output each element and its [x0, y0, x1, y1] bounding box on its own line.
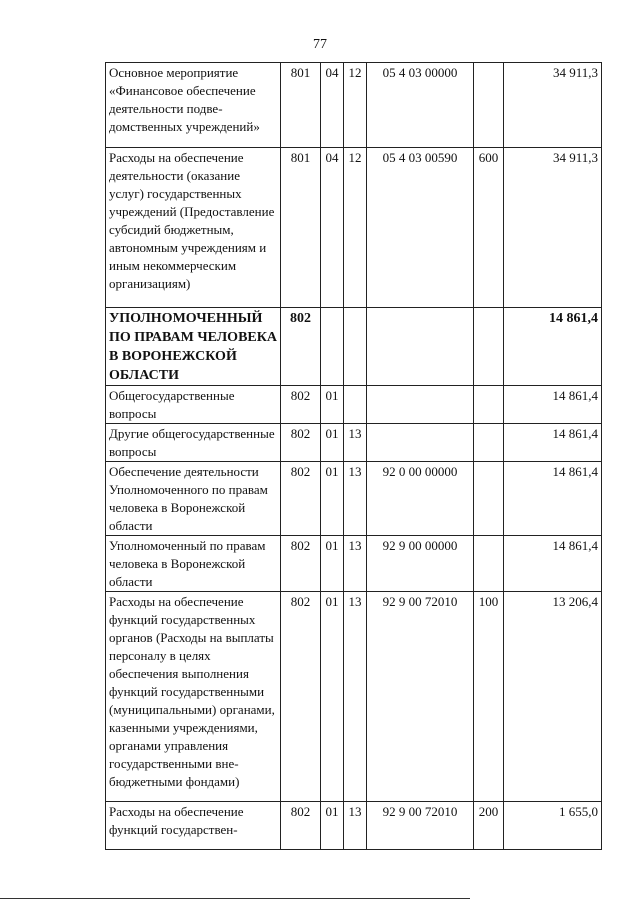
cell-rz: 01: [321, 424, 344, 462]
cell-vr: [474, 63, 504, 148]
cell-csr: 92 9 00 72010: [367, 592, 474, 802]
cell-ved: 802: [281, 462, 321, 536]
cell-name: Основное мероприятие «Финансовое обеспечение деятельности подведомственных учреждений»: [106, 63, 281, 148]
cell-pr: 12: [344, 63, 367, 148]
cell-ved: 802: [281, 308, 321, 386]
cell-amount: 14 861,4: [504, 424, 602, 462]
cell-name: УПОЛНОМОЧЕННЫЙ ПО ПРАВАМ ЧЕЛОВЕКА В ВОРОНЕЖСКОЙ ОБЛАСТИ: [106, 308, 281, 386]
cell-rz: 01: [321, 536, 344, 592]
cell-name: Расходы на обеспечение функций государствен-: [106, 802, 281, 850]
table-row: [106, 148, 602, 308]
cell-rz: 01: [321, 592, 344, 802]
cell-rz: 01: [321, 802, 344, 850]
cell-pr: [344, 386, 367, 424]
cell-vr: [474, 462, 504, 536]
cell-pr: 12: [344, 148, 367, 308]
page-number: 77: [313, 37, 327, 52]
cell-name: Общегосударственные вопросы: [106, 386, 281, 424]
cell-amount: 1 655,0: [504, 802, 602, 850]
table-row: [106, 386, 602, 424]
cell-ved: 801: [281, 63, 321, 148]
cell-name: Уполномоченный по правам человека в Воронежской области: [106, 536, 281, 592]
cell-amount: 14 861,4: [504, 308, 602, 386]
cell-rz: 04: [321, 63, 344, 148]
cell-name: Расходы на обеспечение деятельности (оказание услуг) государственных учреждений (Предоставление субсидий бюджетным, автономным учреждениям и иным некоммерческим организациям): [106, 148, 281, 308]
cell-name: Расходы на обеспечение функций государственных органов (Расходы на выплаты персоналу в целях обеспечения выполнения функций государственными (муниципальными) органами, казенными учреждениями, органами управления государственными внебюджетными фондами): [106, 592, 281, 802]
cell-csr: [367, 308, 474, 386]
cell-rz: [321, 308, 344, 386]
cell-ved: 802: [281, 592, 321, 802]
table-row: [106, 424, 602, 462]
cell-name: Другие общегосударственные вопросы: [106, 424, 281, 462]
cell-pr: 13: [344, 462, 367, 536]
cell-name: Обеспечение деятельности Уполномоченного по правам человека в Воронежской области: [106, 462, 281, 536]
cell-pr: 13: [344, 802, 367, 850]
cell-csr: 05 4 03 00590: [367, 148, 474, 308]
cell-csr: 92 9 00 72010: [367, 802, 474, 850]
cell-rz: 01: [321, 462, 344, 536]
cell-vr: 200: [474, 802, 504, 850]
table-row: [106, 802, 602, 850]
cell-ved: 802: [281, 386, 321, 424]
cell-ved: 801: [281, 148, 321, 308]
cell-rz: 04: [321, 148, 344, 308]
cell-csr: [367, 424, 474, 462]
cell-pr: [344, 308, 367, 386]
cell-csr: [367, 386, 474, 424]
cell-csr: 92 9 00 00000: [367, 536, 474, 592]
cell-amount: 13 206,4: [504, 592, 602, 802]
page-bottom-line: [0, 898, 470, 899]
cell-vr: [474, 536, 504, 592]
table-row: [106, 308, 602, 386]
budget-table-body: [106, 63, 602, 850]
cell-ved: 802: [281, 536, 321, 592]
cell-ved: 802: [281, 424, 321, 462]
cell-amount: 14 861,4: [504, 386, 602, 424]
cell-vr: [474, 308, 504, 386]
table-row: [106, 462, 602, 536]
table-row: [106, 536, 602, 592]
table-row: [106, 592, 602, 802]
cell-amount: 14 861,4: [504, 462, 602, 536]
cell-pr: 13: [344, 536, 367, 592]
cell-vr: 100: [474, 592, 504, 802]
cell-amount: 34 911,3: [504, 148, 602, 308]
cell-rz: 01: [321, 386, 344, 424]
cell-csr: 05 4 03 00000: [367, 63, 474, 148]
cell-amount: 34 911,3: [504, 63, 602, 148]
cell-csr: 92 0 00 00000: [367, 462, 474, 536]
cell-pr: 13: [344, 592, 367, 802]
table-row: [106, 63, 602, 148]
cell-vr: [474, 386, 504, 424]
cell-ved: 802: [281, 802, 321, 850]
cell-vr: 600: [474, 148, 504, 308]
cell-vr: [474, 424, 504, 462]
budget-table: [105, 62, 602, 850]
cell-pr: 13: [344, 424, 367, 462]
cell-amount: 14 861,4: [504, 536, 602, 592]
